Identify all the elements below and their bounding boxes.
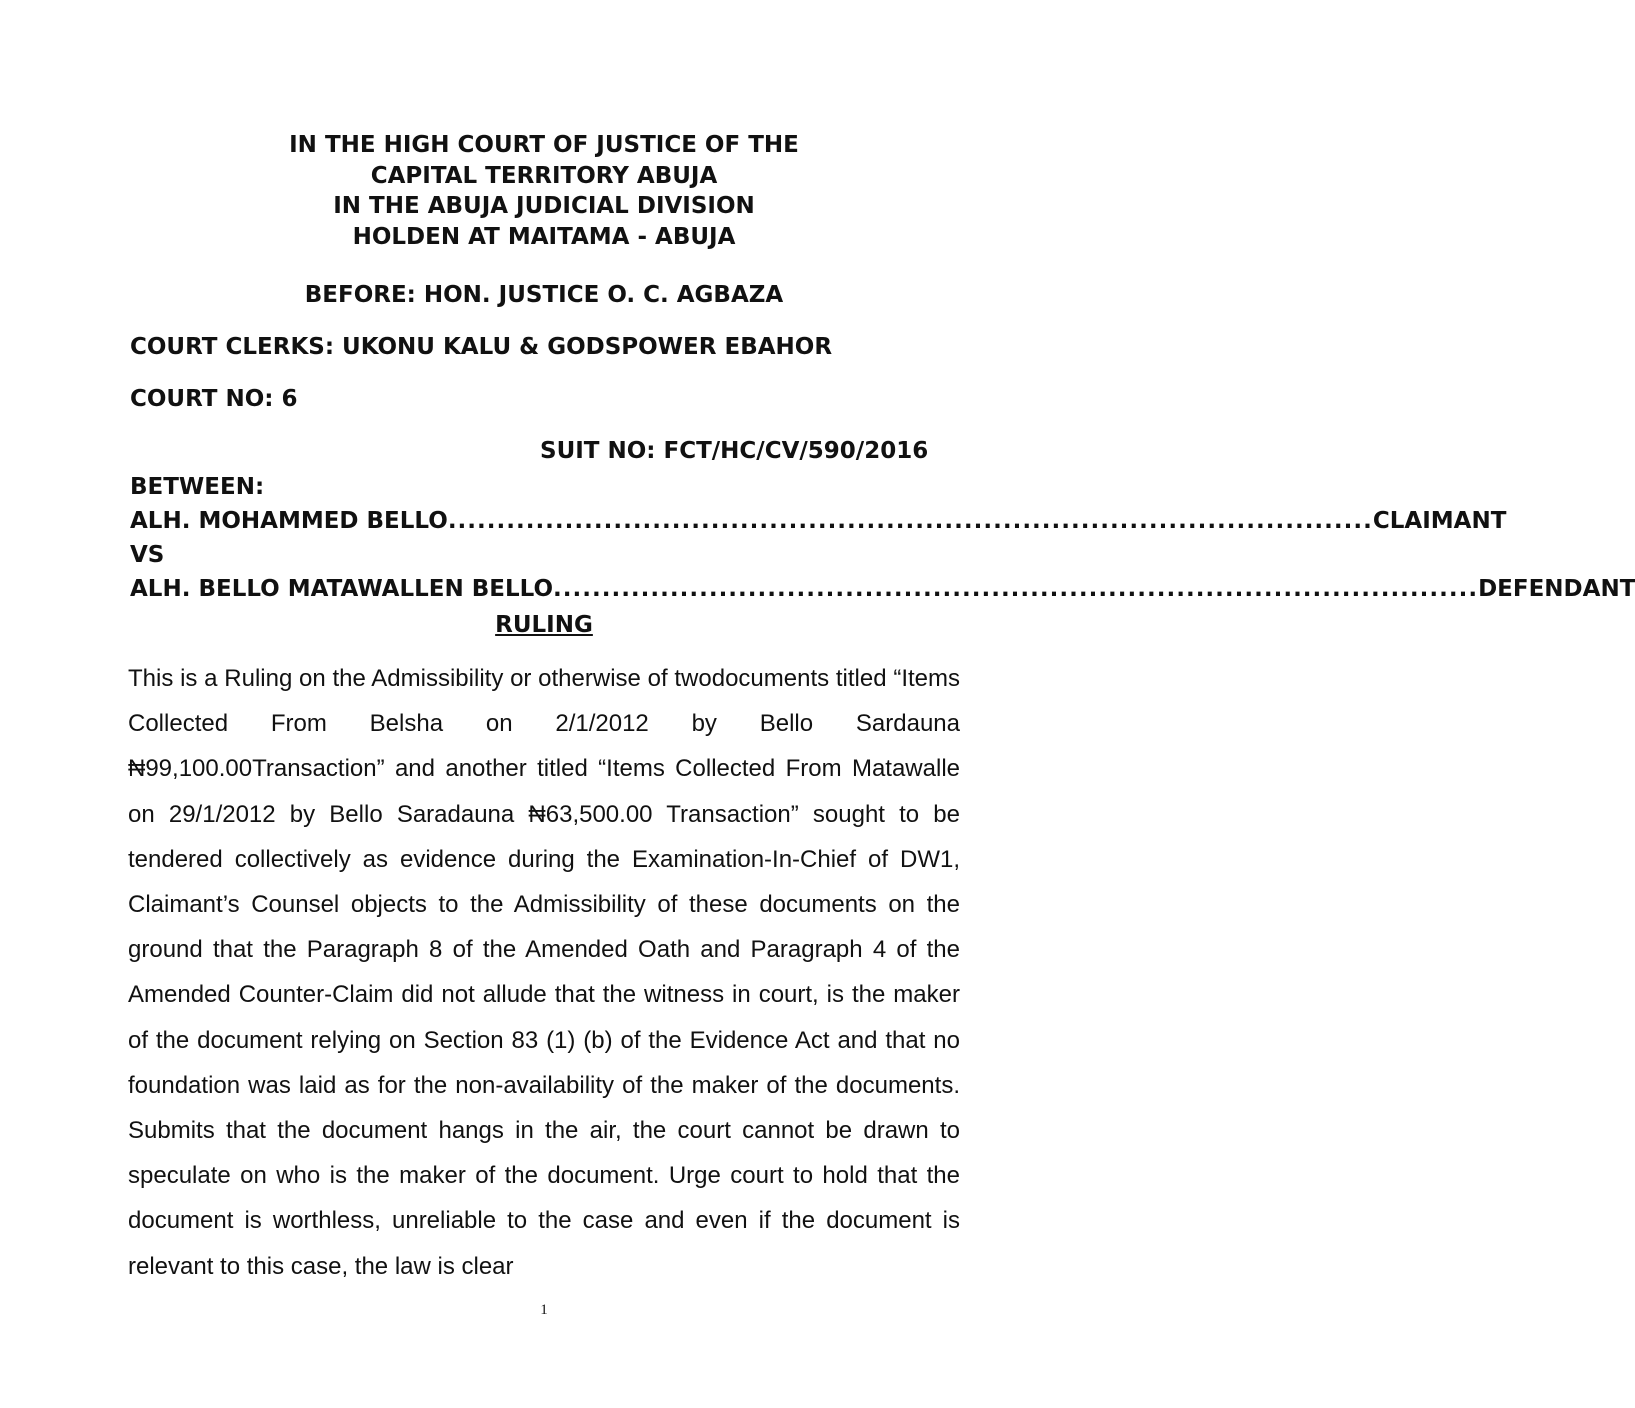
heading-line-1: IN THE HIGH COURT OF JUSTICE OF THE (289, 132, 799, 158)
between-label: BETWEEN: (130, 474, 265, 500)
dot-leader: ............................................................................................... (553, 576, 1479, 602)
heading-line-2: CAPITAL TERRITORY ABUJA (370, 162, 718, 189)
versus-label: VS (130, 542, 165, 568)
defendant-line (130, 574, 1635, 604)
claimant-name: ALH. MOHAMMED BELLO (130, 508, 448, 534)
defendant-name: ALH. BELLO MATAWALLEN BELLO (130, 576, 554, 602)
court-heading (0, 130, 1088, 252)
claimant-role: CLAIMANT (1372, 508, 1507, 534)
page-number: 1 (540, 1302, 548, 1318)
claimant-line (130, 506, 1507, 536)
court-number-line: COURT NO: 6 (130, 386, 298, 412)
judge-line: BEFORE: HON. JUSTICE O. C. AGBAZA (304, 282, 784, 308)
ruling-title: RULING (495, 612, 593, 638)
court-clerks-line: COURT CLERKS: UKONU KALU & GODSPOWER EBAHOR (130, 334, 833, 360)
defendant-role: DEFENDANT (1478, 576, 1635, 602)
heading-line-4: HOLDEN AT MAITAMA - ABUJA (352, 223, 736, 250)
heading-line-3: IN THE ABUJA JUDICIAL DIVISION (333, 193, 755, 219)
suit-number-line: SUIT NO: FCT/HC/CV/590/2016 (540, 438, 929, 464)
dot-leader: ............................................................................................... (447, 508, 1373, 534)
ruling-paragraph: This is a Ruling on the Admissibility or otherwise of twodocuments titled “Items Collected From Belsha on 2/1/2012 by Bello Sardauna ₦99,100.00Transaction” and another titled “Items Collected From Matawalle on 29/1/2012 by Bello Saradauna ₦63,500.00 Transaction” sought to be tendered collectively as evidence during the Examination-In-Chief of DW1, Claimant’s Counsel objects to the Admissibility of these documents on the ground that the Paragraph 8 of the Amended Oath and Paragraph 4 of the Amended Counter-Claim did not allude that the witness in court, is the maker of the document relying on Section 83 (1) (b) of the Evidence Act and that no foundation was laid as for the non-availability of the maker of the documents. Submits that the document hangs in the air, the court cannot be drawn to speculate on who is the maker of the document. Urge court to hold that the document is worthless, unreliable to the case and even if the document is relevant to this case, the law is clear (128, 665, 960, 1280)
